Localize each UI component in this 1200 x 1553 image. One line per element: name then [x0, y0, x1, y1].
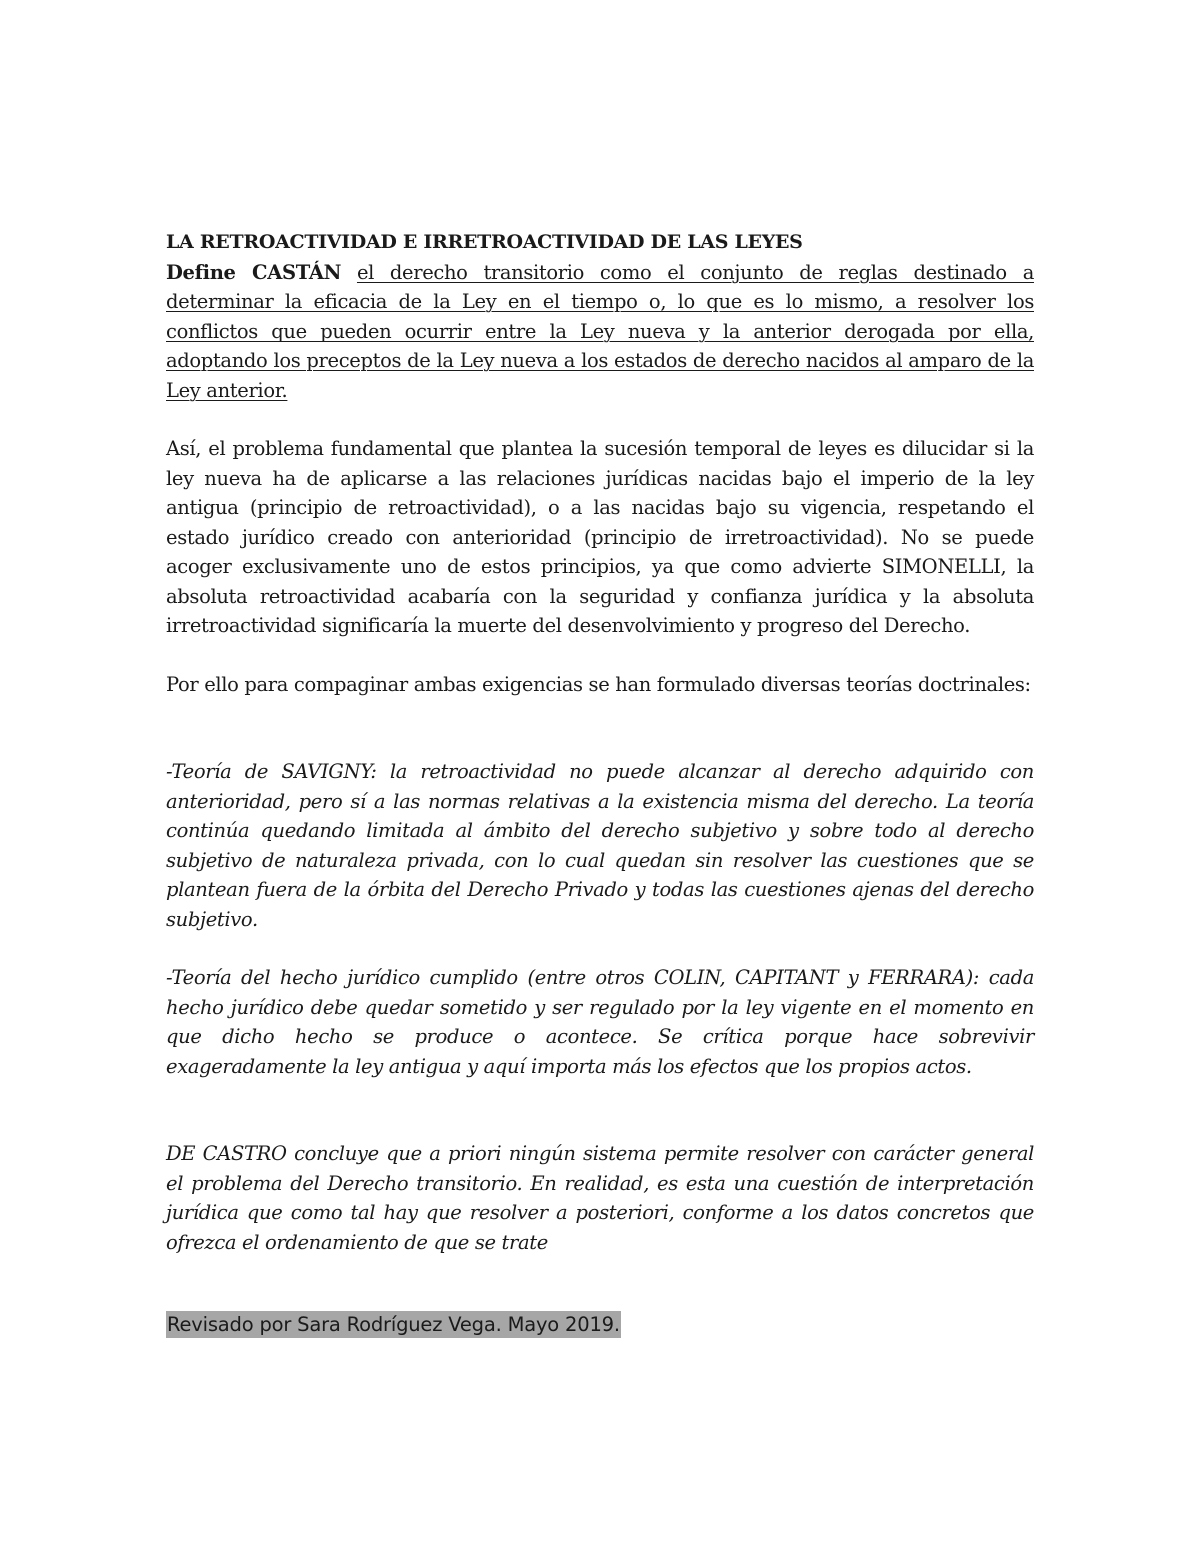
theory-savigny: -Teoría de SAVIGNY: la retroactividad no puede alcanzar al derecho adquirido con anterioridad, pero sí a las normas relativas a la existencia misma del derecho. La teoría continúa quedando limitada al ámbito del derecho subjetivo y sobre todo al derecho subjetivo de naturaleza privada, con lo cual quedan sin resolver las cuestiones que se plantean fuera de la órbita del Derecho Privado y todas las cuestiones ajenas del derecho subjetivo.: [166, 760, 1034, 931]
paragraph-spacer: [166, 641, 1034, 670]
document-title: LA RETROACTIVIDAD E IRRETROACTIVIDAD DE LAS LEYES: [166, 231, 803, 253]
paragraph-spacer: [166, 1257, 1034, 1311]
paragraph-spacer: [166, 405, 1034, 434]
paragraph-spacer: [166, 1081, 1034, 1139]
paragraph-spacer: [166, 934, 1034, 963]
paragraph-spacer: [166, 699, 1034, 757]
intro-paragraph: [166, 258, 1034, 406]
revision-note: Revisado por Sara Rodríguez Vega. Mayo 2019.: [167, 1313, 620, 1336]
document-page: [166, 228, 1034, 1338]
conclusion-de-castro: DE CASTRO concluye que a priori ningún sistema permite resolver con carácter general el problema del Derecho transitorio. En realidad, es esta una cuestión de interpretación jurídica que como tal hay que resolver a posteriori, conforme a los datos concretos que ofrezca el ordenamiento de que se trate: [166, 1142, 1034, 1254]
theory-hecho-juridico: -Teoría del hecho jurídico cumplido (entre otros COLIN, CAPITANT y FERRARA): cada hecho jurídico debe quedar sometido y ser regulado por la ley vigente en el momento en que dicho hecho se produce o acontece. Se crítica porque hace sobrevivir exageradamente la ley antigua y aquí importa más los efectos que los propios actos.: [166, 966, 1034, 1078]
paragraph-problem: Así, el problema fundamental que plantea la sucesión temporal de leyes es dilucidar si la ley nueva ha de aplicarse a las relaciones jurídicas nacidas bajo el imperio de la ley antigua (principio de retroactividad), o a las nacidas bajo su vigencia, respetando el estado jurídico creado con anterioridad (principio de irretroactividad). No se puede acoger exclusivamente uno de estos principios, ya que como advierte SIMONELLI, la absoluta retroactividad acabaría con la seguridad y confianza jurídica y la absoluta irretroactividad significaría la muerte del desenvolvimiento y progreso del Derecho.: [166, 437, 1034, 637]
intro-underlined-definition: el derecho transitorio como el conjunto de reglas destinado a determinar la eficacia de la Ley en el tiempo o, lo que es lo mismo, a resolver los conflictos que pueden ocurrir entre la Ley nueva y la anterior derogada por ella, adoptando los preceptos de la Ley nueva a los estados de derecho nacidos al amparo de la Ley anterior.: [166, 260, 1034, 402]
intro-bold-lead: Define CASTÁN: [166, 260, 342, 284]
paragraph-theories-intro: Por ello para compaginar ambas exigencias se han formulado diversas teorías doctrinales:: [166, 672, 1031, 696]
